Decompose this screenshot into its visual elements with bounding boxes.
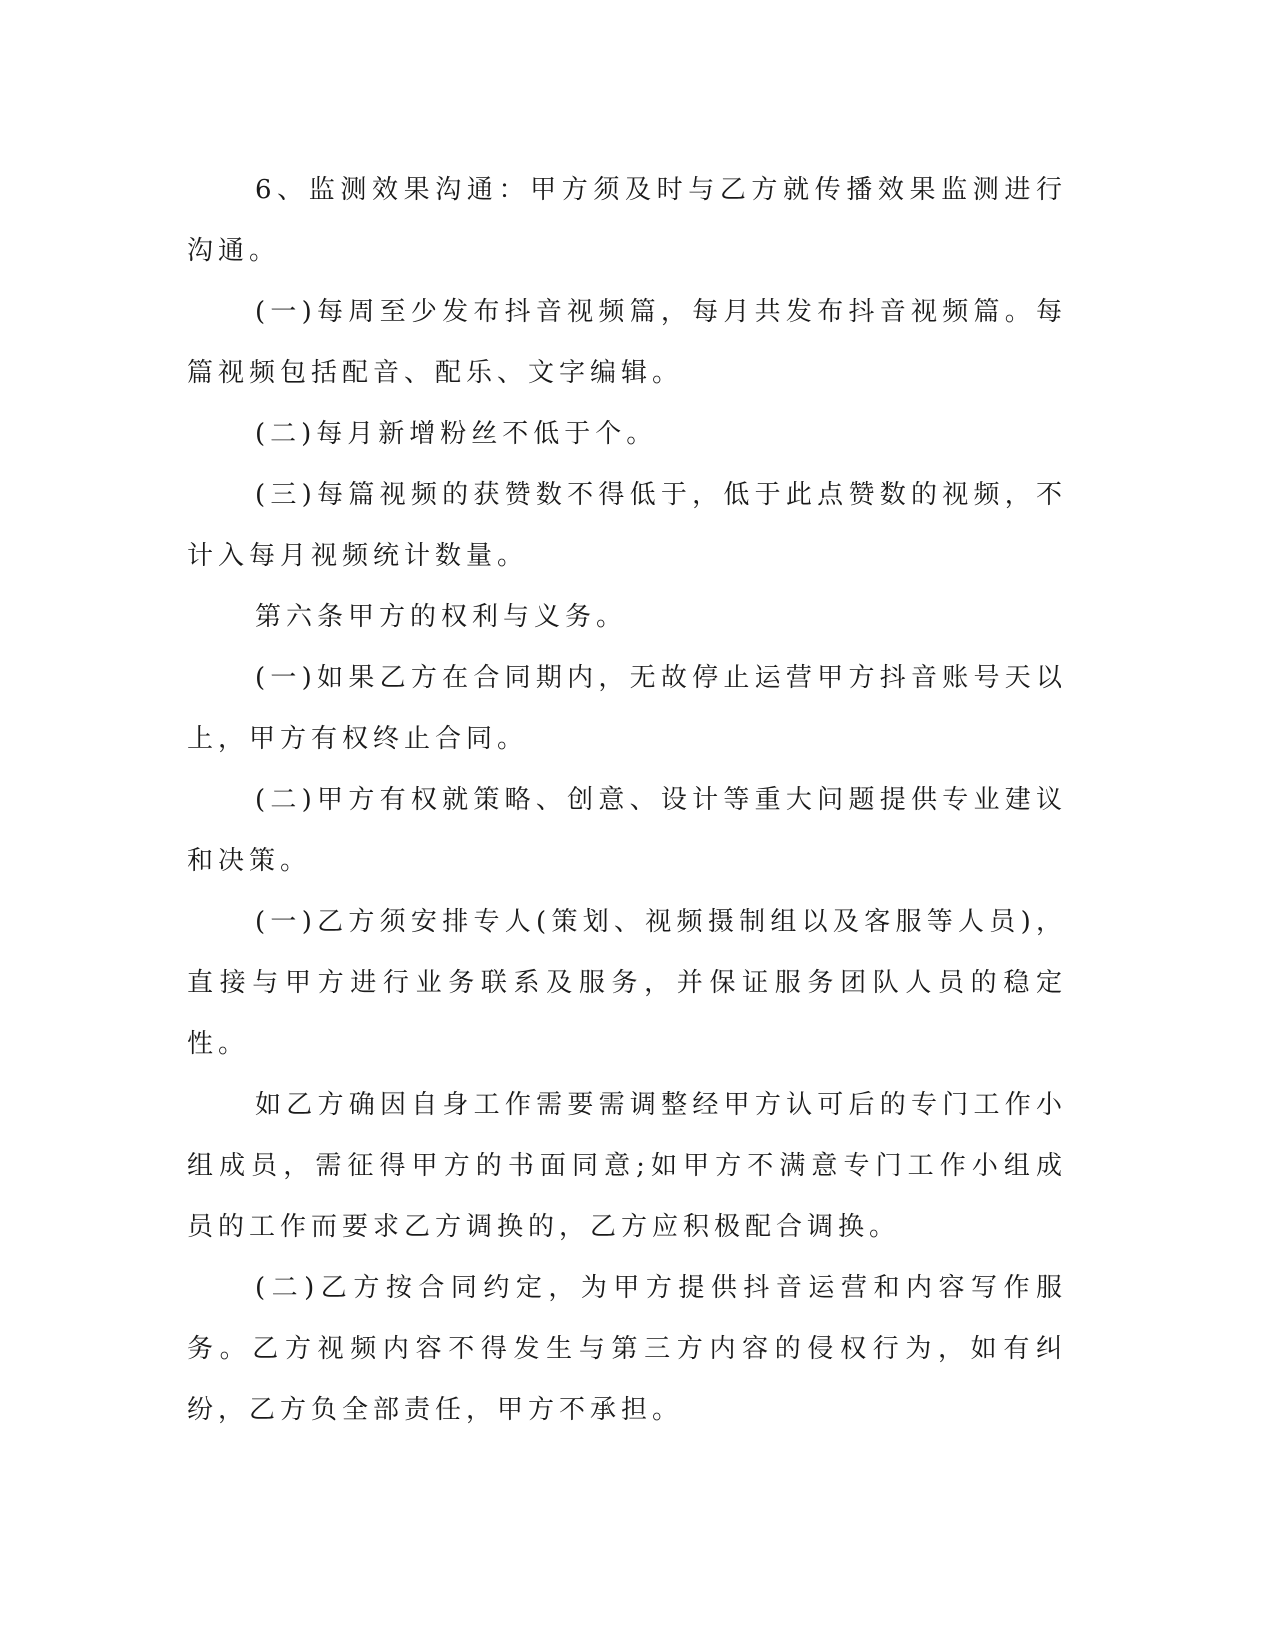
paragraph-team-adjustment: 如乙方确因自身工作需要需调整经甲方认可后的专门工作小组成员，需征得甲方的书面同意;如甲方不满意专门工作小组成员的工作而要求乙方调换的，乙方应积极配合调换。 (187, 1090, 1067, 1242)
section-heading-article-six: 第六条甲方的权利与义务。 (255, 602, 628, 632)
paragraph-monthly-followers: (二)每月新增粉丝不低于个。 (255, 419, 658, 449)
paragraph-monitoring-communication: 6、监测效果沟通：甲方须及时与乙方就传播效果监测进行沟通。 (187, 175, 1067, 266)
paragraph-likes-threshold: (三)每篇视频的获赞数不得低于，低于此点赞数的视频，不计入每月视频统计数量。 (187, 480, 1067, 571)
paragraph-strategy-decisions: (二)甲方有权就策略、创意、设计等重大问题提供专业建议和决策。 (187, 785, 1067, 876)
paragraph-dedicated-staff: (一)乙方须安排专人(策划、视频摄制组以及客服等人员)，直接与甲方进行业务联系及服务，并保证服务团队人员的稳定性。 (187, 907, 1067, 1059)
document-body (187, 160, 1067, 1441)
paragraph-weekly-video-count: (一)每周至少发布抖音视频篇，每月共发布抖音视频篇。每篇视频包括配音、配乐、文字编辑。 (187, 297, 1067, 388)
paragraph-operation-services: (二)乙方按合同约定，为甲方提供抖音运营和内容写作服务。乙方视频内容不得发生与第三方内容的侵权行为，如有纠纷，乙方负全部责任，甲方不承担。 (187, 1273, 1067, 1425)
paragraph-termination-right: (一)如果乙方在合同期内，无故停止运营甲方抖音账号天以上，甲方有权终止合同。 (187, 663, 1067, 754)
